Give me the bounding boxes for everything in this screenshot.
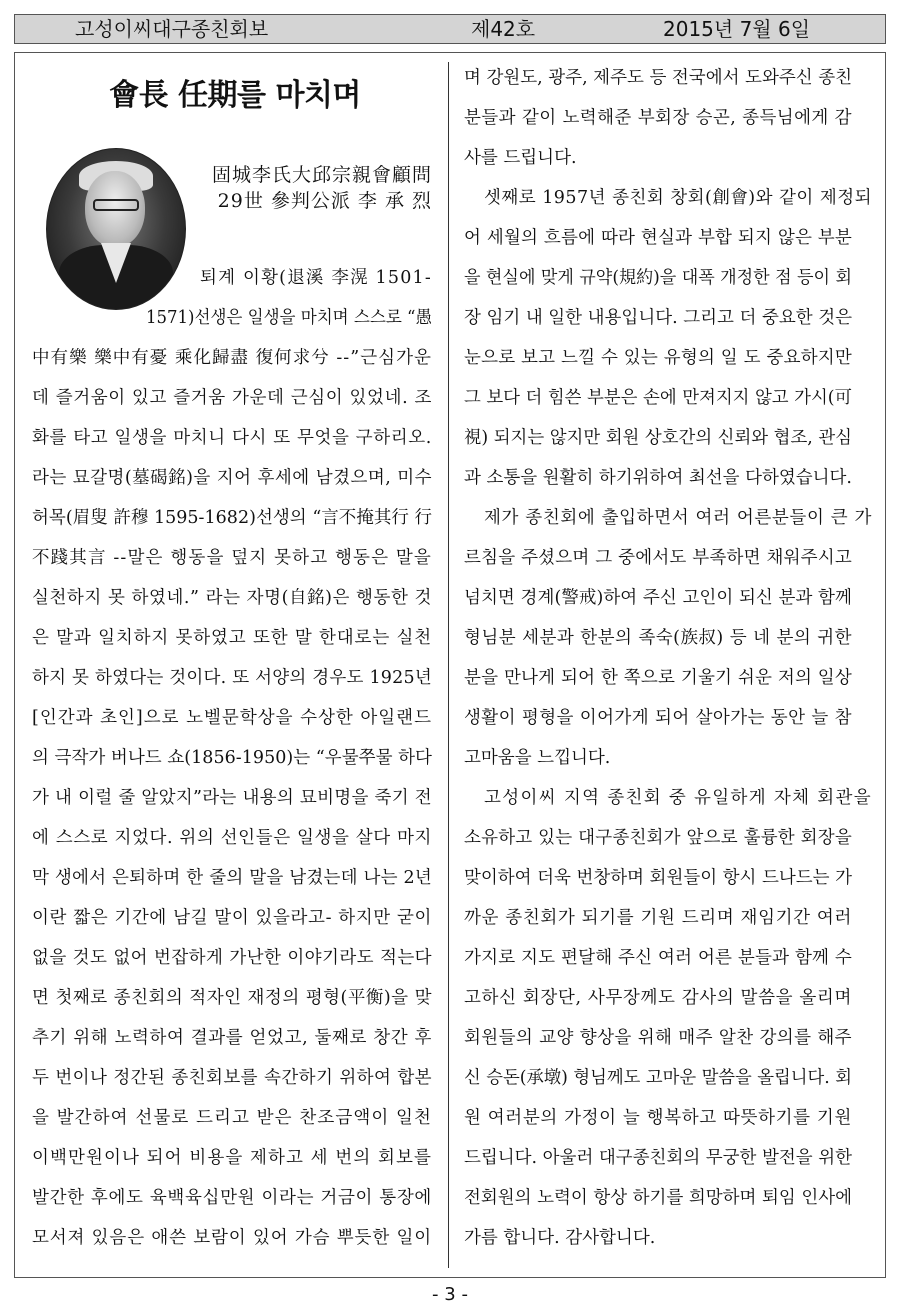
left-text-line: 이란 짧은 기간에 남길 말이 있을라고- 하지만 굳이 [32, 908, 432, 928]
portrait-photo [46, 148, 186, 310]
newsletter-name: 고성이씨대구종친회보 [75, 17, 269, 41]
right-text-line: 형님분 세분과 한분의 족숙(族叔) 등 네 분의 귀한 [464, 628, 852, 648]
right-text-line: 과 소통을 원활히 하기위하여 최선을 다하였습니다. [464, 468, 852, 488]
article-title: 會長 任期를 마치며 [109, 78, 361, 113]
right-text-line: 그 보다 더 힘쓴 부분은 손에 만져지지 않고 가시(可 [464, 388, 852, 408]
right-text-line: 고성이씨 지역 종친회 중 유일하게 자체 회관을 [484, 788, 872, 808]
left-text-line: 막 생에서 은퇴하며 한 줄의 말을 남겼는데 나는 2년 [32, 868, 432, 888]
left-text-line: 가 내 이럴 줄 알았지”라는 내용의 묘비명을 죽기 전 [32, 788, 432, 808]
left-text-line: 이백만원이나 되어 비용을 제하고 세 번의 회보를 [32, 1148, 432, 1168]
right-text-line: 고마움을 느낍니다. [464, 748, 611, 768]
left-text-line: 데 즐거움이 있고 즐거움 가운데 근심이 있었네. 조 [32, 388, 432, 408]
right-text-line: 눈으로 보고 느낄 수 있는 유형의 일 도 중요하지만 [464, 348, 852, 368]
left-text-line: 中有樂 樂中有憂 乘化歸盡 復何求兮 --”근심가운 [32, 348, 432, 368]
left-text-line: 1571)선생은 일생을 마치며 스스로 “愚 [146, 308, 432, 328]
left-text-line: 없을 것도 없어 번잡하게 가난한 이야기라도 적는다 [32, 948, 432, 968]
right-text-line: 드립니다. 아울러 대구종친회의 무궁한 발전을 위한 [464, 1148, 852, 1168]
author-affiliation: 固城李氏大邱宗親會顧問 [211, 164, 432, 186]
right-text-line: 셋째로 1957년 종친회 창회(創會)와 같이 제정되 [484, 188, 872, 208]
column-divider [448, 62, 449, 1268]
portrait-glasses [93, 199, 139, 211]
left-text-line: 실천하지 못 하였네.” 라는 자명(自銘)은 행동한 것 [32, 588, 432, 608]
left-text-line: 퇴계 이황(退溪 李滉 1501- [200, 268, 432, 288]
left-text-line: 하지 못 하였다는 것이다. 또 서양의 경우도 1925년 [32, 668, 432, 688]
right-text-line: 넘치면 경계(警戒)하여 주신 고인이 되신 분과 함께 [464, 588, 852, 608]
right-text-line: 제가 종친회에 출입하면서 여러 어른분들이 큰 가 [484, 508, 872, 528]
left-text-line: 허목(眉叟 許穆 1595-1682)선생의 “言不掩其行 行 [32, 508, 432, 528]
left-text-line: 모서져 있음은 애쓴 보람이 있어 가슴 뿌듯한 일이 [32, 1228, 432, 1248]
right-text-line: 르침을 주셨으며 그 중에서도 부족하면 채워주시고 [464, 548, 852, 568]
newsletter-header [14, 14, 886, 44]
right-text-line: 며 강원도, 광주, 제주도 등 전국에서 도와주신 종친 [464, 68, 852, 88]
issue-date: 2015년 7월 6일 [663, 17, 811, 41]
issue-number: 제42호 [471, 17, 536, 41]
left-text-line: 不踐其言 --말은 행동을 덮지 못하고 행동은 말을 [32, 548, 432, 568]
right-text-line: 어 세월의 흐름에 따라 현실과 부합 되지 않은 부분 [464, 228, 852, 248]
right-text-line: 장 임기 내 일한 내용입니다. 그리고 더 중요한 것은 [464, 308, 852, 328]
right-text-line: 분을 만나게 되어 한 쪽으로 기울기 쉬운 저의 일상 [464, 668, 852, 688]
left-text-line: 면 첫째로 종친회의 적자인 재정의 평형(平衡)을 맞 [32, 988, 432, 1008]
right-text-line: 분들과 같이 노력해준 부회장 승곤, 종득님에게 감 [464, 108, 852, 128]
right-text-line: 까운 종친회가 되기를 기원 드리며 재임기간 여러 [464, 908, 852, 928]
author-name: 29世 參判公派 李 承 烈 [217, 190, 432, 212]
right-text-line: 원 여러분의 가정이 늘 행복하고 따뜻하기를 기원 [464, 1108, 852, 1128]
right-text-line: 사를 드립니다. [464, 148, 577, 168]
left-text-line: 추기 위해 노력하여 결과를 얻었고, 둘째로 창간 후 [32, 1028, 432, 1048]
right-text-line: 소유하고 있는 대구종친회가 앞으로 훌륭한 회장을 [464, 828, 852, 848]
right-text-line: 視) 되지는 않지만 회원 상호간의 신뢰와 협조, 관심 [464, 428, 852, 448]
right-text-line: 회원들의 교양 향상을 위해 매주 알찬 강의를 해주 [464, 1028, 852, 1048]
left-text-line: 발간한 후에도 육백육십만원 이라는 거금이 통장에 [32, 1188, 432, 1208]
right-text-line: 고하신 회장단, 사무장께도 감사의 말씀을 올리며 [464, 988, 852, 1008]
right-text-line: 신 승돈(承墩) 형님께도 고마운 말씀을 올립니다. 회 [464, 1068, 852, 1088]
right-text-line: 을 현실에 맞게 규약(規約)을 대폭 개정한 점 등이 회 [464, 268, 852, 288]
left-text-line: 화를 타고 일생을 마치니 다시 또 무엇을 구하리오. [32, 428, 432, 448]
left-text-line: [인간과 초인]으로 노벨문학상을 수상한 아일랜드 [32, 708, 432, 728]
left-text-line: 두 번이나 정간된 종친회보를 속간하기 위하여 합본 [32, 1068, 432, 1088]
page-number: - 3 - [432, 1284, 468, 1305]
right-text-line: 가지로 지도 편달해 주신 여러 어른 분들과 함께 수 [464, 948, 852, 968]
right-text-line: 생활이 평형을 이어가게 되어 살아가는 동안 늘 참 [464, 708, 852, 728]
left-text-line: 의 극작가 버나드 쇼(1856-1950)는 “우물쭈물 하다 [32, 748, 432, 768]
right-text-line: 전회원의 노력이 항상 하기를 희망하며 퇴임 인사에 [464, 1188, 852, 1208]
left-text-line: 에 스스로 지었다. 위의 선인들은 일생을 살다 마지 [32, 828, 432, 848]
left-text-line: 라는 묘갈명(墓碣銘)을 지어 후세에 남겼으며, 미수 [32, 468, 432, 488]
left-text-line: 을 발간하여 선물로 드리고 받은 찬조금액이 일천 [32, 1108, 432, 1128]
right-text-line: 맞이하여 더욱 번창하며 회원들이 항시 드나드는 가 [464, 868, 852, 888]
right-text-line: 가름 합니다. 감사합니다. [464, 1228, 656, 1248]
left-text-line: 은 말과 일치하지 못하였고 또한 말 한대로는 실천 [32, 628, 432, 648]
